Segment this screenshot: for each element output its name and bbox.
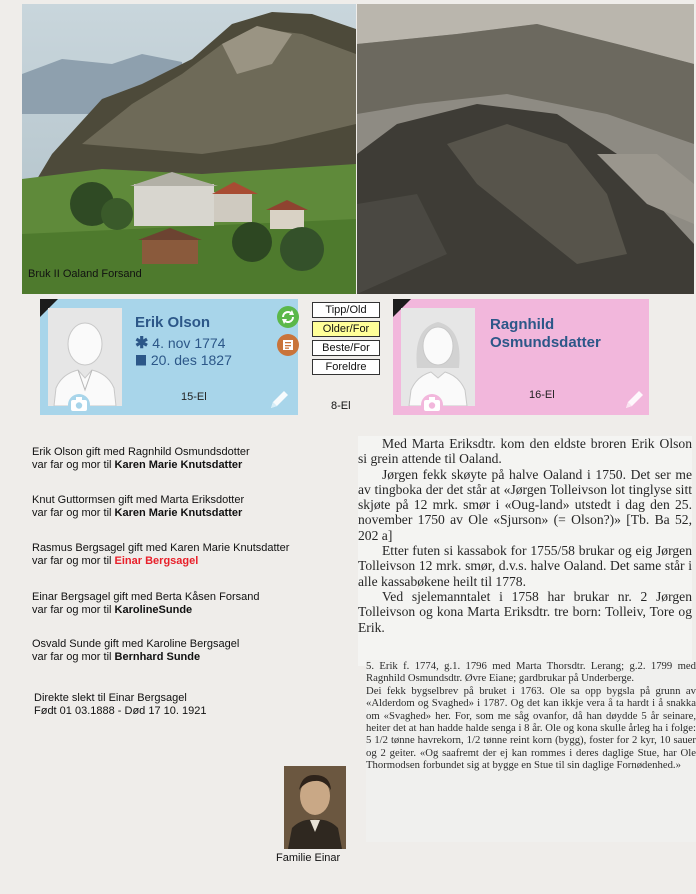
nav-button-tipp-old[interactable]: Tipp/Old bbox=[312, 302, 380, 318]
portrait-caption: Familie Einar bbox=[276, 852, 341, 864]
death-date: 20. des 1827 bbox=[150, 352, 232, 368]
birth-row bbox=[135, 333, 225, 353]
relation-child[interactable]: Karen Marie Knutsdatter bbox=[114, 459, 243, 471]
relation-couple: Erik Olson gift med Ragnhild Osmundsdotter bbox=[32, 446, 250, 458]
death-row bbox=[135, 352, 232, 368]
relation-child-line bbox=[32, 507, 244, 520]
relation-child[interactable]: Karen Marie Knutsdatter bbox=[114, 507, 243, 519]
photo-caption: Bruk II Oaland Forsand bbox=[28, 268, 142, 280]
camera-icon[interactable] bbox=[64, 391, 94, 413]
father-card[interactable] bbox=[40, 299, 298, 415]
scan-paragraph: Med Marta Eriksdtr. kom den eldste broren Erik Olson si grein attende til Oaland. bbox=[358, 436, 692, 467]
scan-paragraph: Jørgen fekk skøyte på halve Oaland i 1750. Det ser me av tingboka der det står at «Jørgen Tolleivson lot tinglyse sitt skjøte på 12 mrk. smør i «Oug-land» utstedt i dag den 25. november 1750 av Ole «Sjurson» (= Olson?)» [Tb. Ba 52, 202 a] bbox=[358, 466, 692, 543]
relation-prefix: var far og mor til bbox=[32, 651, 115, 663]
death-book-icon bbox=[135, 354, 147, 366]
relation-child-line bbox=[32, 604, 259, 617]
relation-couple: Osvald Sunde gift med Karoline Bergsagel bbox=[32, 638, 240, 650]
edit-pencil-icon[interactable] bbox=[268, 389, 290, 411]
relation-couple: Knut Guttormsen gift med Marta Eriksdotter bbox=[32, 494, 245, 506]
relation-child-line bbox=[32, 555, 289, 568]
relation-prefix: var far og mor til bbox=[32, 507, 115, 519]
relation-item bbox=[32, 591, 259, 617]
scan-paragraph: Ved sjelemanntalet i 1758 har brukar nr. 2 Jørgen Tolleivson og kona Marta Eriksdtr. tre born: Tolleiv, Tore og Erik. bbox=[358, 588, 692, 635]
document-icon[interactable] bbox=[277, 334, 299, 356]
direct-lineage-title: Direkte slekt til Einar Bergsagel bbox=[34, 692, 187, 704]
nav-button-foreldre[interactable]: Foreldre bbox=[312, 359, 380, 375]
nav-button-older-for[interactable]: Older/For bbox=[312, 321, 380, 337]
relation-couple: Rasmus Bergsagel gift med Karen Marie Knutsdatter bbox=[32, 542, 290, 554]
scanned-book-text bbox=[358, 436, 692, 666]
scanned-book-notes bbox=[366, 660, 696, 842]
relation-prefix: var far og mor til bbox=[32, 604, 115, 616]
person-name-first[interactable]: Ragnhild bbox=[490, 316, 555, 333]
nav-button-beste-for[interactable]: Beste/For bbox=[312, 340, 380, 356]
direct-lineage-note bbox=[34, 692, 206, 718]
person-name[interactable]: Erik Olson bbox=[135, 314, 211, 331]
relation-child[interactable]: Bernhard Sunde bbox=[114, 651, 201, 663]
relation-child-highlight[interactable]: Einar Bergsagel bbox=[114, 555, 199, 567]
relation-item bbox=[32, 446, 250, 472]
family-portrait[interactable] bbox=[284, 766, 346, 849]
birth-star-icon: ✱ bbox=[135, 335, 149, 352]
edit-pencil-icon[interactable] bbox=[623, 389, 645, 411]
relation-prefix: var far og mor til bbox=[32, 555, 115, 567]
relation-item bbox=[32, 638, 239, 664]
camera-icon[interactable] bbox=[417, 391, 447, 413]
scan-note: 5. Erik f. 1774, g.1. 1796 med Marta Thorsdtr. Lerang; g.2. 1799 med Ragnhild Osmundsdtr. Øvre Eiane; gardbrukar på Underberge. bbox=[366, 660, 696, 685]
scan-note: Dei fekk bygselbrev på bruket i 1763. Ole sa opp bygsla på grunn av «Alderdom og Svaghed» i 1787. Og det kan ikkje vera å ta hardt i å snakka om «Svaghed» her. For, som me såg ovanfor, då han døydde 5 år seinare, heiter det at han hadde halde senga i 8 år. Ole og kona skulle årleg ha i folge: 5 1/2 tønne havrekorn, 1/2 tønne reint korn (bygg), foster for 2 kyr, 10 sauer og 2 geiter. «Og saafremt der ej kan rommes i deres daglige Stue, har Ole Thormodsen forbundet sig at bygge en Stue til sin daglige Fornødenhed.» bbox=[366, 684, 696, 772]
mother-card[interactable] bbox=[393, 299, 649, 415]
direct-lineage-dates: Født 01 03.1888 - Død 17 10. 1921 bbox=[34, 705, 207, 717]
birth-date: 4. nov 1774 bbox=[152, 335, 226, 351]
relation-child[interactable]: KarolineSunde bbox=[114, 604, 193, 616]
relation-prefix: var far og mor til bbox=[32, 459, 115, 471]
person-id: 15-El bbox=[181, 391, 207, 403]
refresh-icon[interactable] bbox=[277, 306, 299, 328]
relation-child-line bbox=[32, 459, 250, 472]
farm-landscape-image bbox=[22, 4, 356, 294]
farm-photo bbox=[22, 4, 356, 294]
generation-label: 8-El bbox=[331, 400, 351, 412]
scan-paragraph: Etter futen si kassabok for 1755/58 brukar og eig Jørgen Tolleivson 12 mrk. smør, d.v.s. halve Oaland. Det same står i alle kassabøkene heilt til 1778. bbox=[358, 543, 692, 589]
person-name-last[interactable]: Osmundsdatter bbox=[490, 334, 601, 351]
relation-item bbox=[32, 542, 289, 568]
historical-hillside-image bbox=[357, 4, 694, 294]
relation-item bbox=[32, 494, 244, 520]
relation-child-line bbox=[32, 651, 239, 664]
relation-couple: Einar Bergsagel gift med Berta Kåsen Forsand bbox=[32, 591, 260, 603]
historical-photo bbox=[357, 4, 694, 294]
person-id: 16-El bbox=[529, 389, 555, 401]
portrait-photo bbox=[284, 766, 346, 849]
